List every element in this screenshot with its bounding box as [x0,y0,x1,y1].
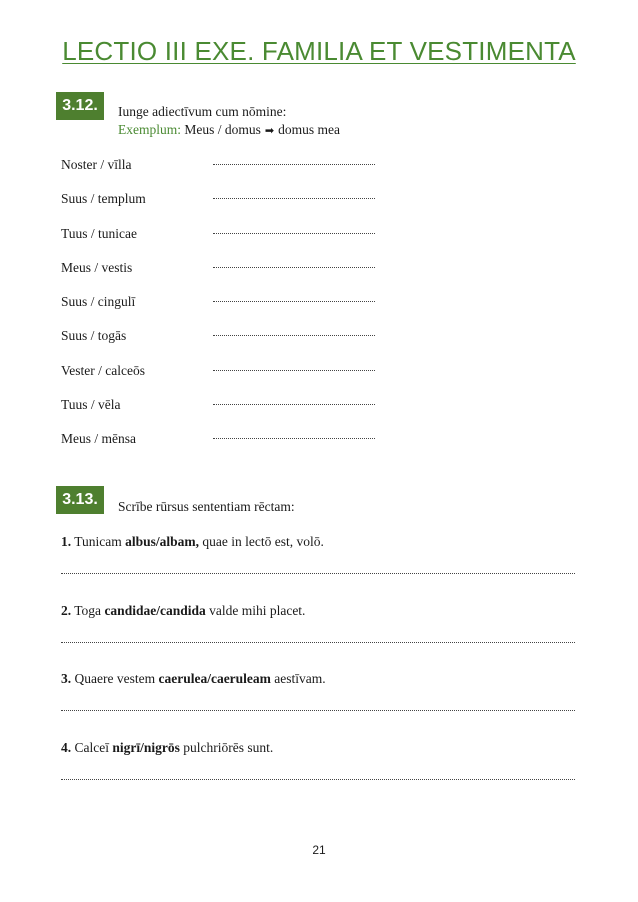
pair-text: Vester / calceōs [61,363,145,378]
answer-line[interactable] [61,709,575,711]
sentence-number: 1. [61,534,72,549]
example-pair: Meus / domus [184,122,261,137]
sentence-text: aestīvam. [270,671,326,686]
sentence-choice: candidae/candida [104,603,206,618]
answer-blank[interactable] [213,197,375,199]
answer-line[interactable] [61,641,575,643]
answer-blank[interactable] [213,266,375,268]
sentence-text: quae in lectō est, volō. [199,534,324,549]
answer-blank[interactable] [213,403,375,405]
pair-text: Suus / cingulī [61,294,136,309]
example-answer: domus mea [278,122,340,137]
sentence-choice: nigrī/nigrōs [112,740,180,755]
pair-text: Tuus / vēla [61,397,121,412]
sentence-number: 3. [61,671,72,686]
pair-row [61,294,381,312]
pair-row [61,226,381,244]
answer-blank[interactable] [213,300,375,302]
exercise-number-badge: 3.13. [56,486,104,514]
sentence-text: pulchriōrēs sunt. [179,740,274,755]
answer-line[interactable] [61,572,575,574]
answer-line[interactable] [61,778,575,780]
page-number: 21 [312,843,326,857]
sentence-text: valde mihi placet. [205,603,306,618]
answer-blank[interactable] [213,437,375,439]
pair-row [61,260,381,278]
sentence-text: Tunicam [71,534,126,549]
exercise-instruction: Scrībe rūrsus sententiam rēctam: [118,499,295,514]
sentence-text: Toga [71,603,105,618]
arrow-right-icon: ➡ [264,124,275,137]
pair-text: Tuus / tunicae [61,226,138,241]
sentence-choice: caerulea/caeruleam [158,671,271,686]
pair-text: Noster / vīlla [61,157,132,172]
sentence-number: 4. [61,740,72,755]
pair-text: Meus / vestis [61,260,133,275]
page-title: LECTIO III EXE. FAMILIA ET VESTIMENTA [62,36,576,66]
exercise-instruction: Iunge adiectīvum cum nōmine: [118,104,287,119]
exercise-example [118,122,340,138]
sentence-text: Quaere vestem [71,671,159,686]
pair-row [61,431,381,449]
exercise-number-badge: 3.12. [56,92,104,120]
sentence [61,740,273,756]
pair-row [61,363,381,381]
sentence-choice: albus/albam, [125,534,200,549]
pair-row [61,328,381,346]
pair-row [61,191,381,209]
answer-blank[interactable] [213,369,375,371]
example-label: Exemplum: [118,122,181,137]
sentence-text: Calceī [71,740,113,755]
pair-text: Suus / togās [61,328,127,343]
sentence [61,603,305,619]
answer-blank[interactable] [213,163,375,165]
answer-blank[interactable] [213,334,375,336]
pair-row [61,397,381,415]
pair-row [61,157,381,175]
sentence [61,671,326,687]
sentence-number: 2. [61,603,72,618]
answer-blank[interactable] [213,232,375,234]
pair-text: Meus / mēnsa [61,431,136,446]
sentence [61,534,324,550]
pair-text: Suus / templum [61,191,146,206]
